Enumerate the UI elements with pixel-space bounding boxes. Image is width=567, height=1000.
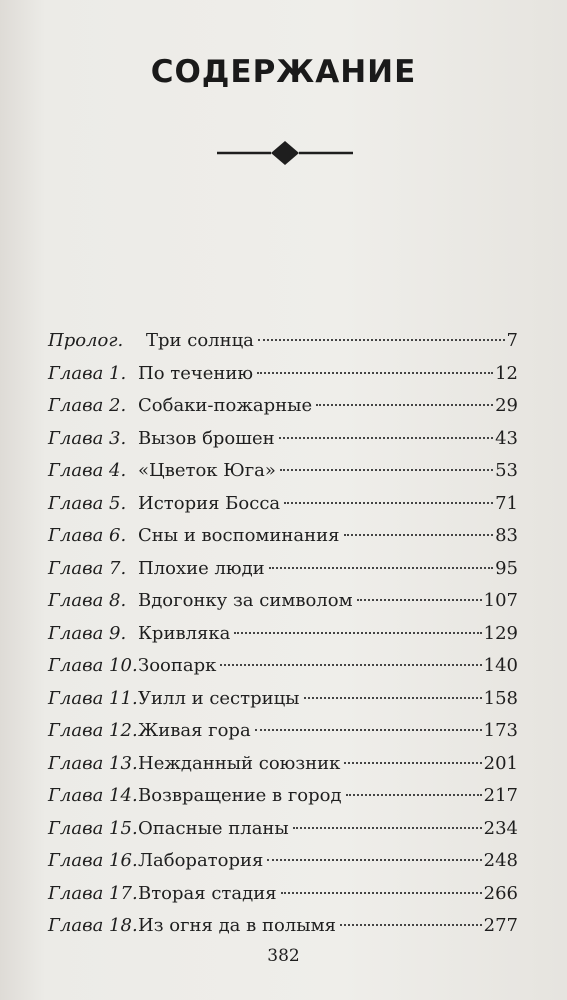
toc-entry bbox=[48, 878, 518, 911]
chapter-page-number: 277 bbox=[483, 915, 518, 936]
toc-entry bbox=[48, 358, 518, 391]
toc-entry bbox=[48, 780, 518, 813]
dot-leader bbox=[258, 339, 505, 341]
chapter-label: Глава 4. bbox=[48, 460, 127, 481]
chapter-page-number: 158 bbox=[483, 687, 518, 709]
dot-leader bbox=[346, 794, 482, 796]
page-number: 382 bbox=[267, 946, 300, 966]
toc-entry bbox=[48, 423, 518, 456]
toc-entry bbox=[48, 910, 518, 943]
dot-leader bbox=[280, 469, 493, 471]
dot-leader bbox=[316, 404, 493, 406]
chapter-title: История Босса bbox=[138, 492, 281, 514]
dot-leader bbox=[279, 437, 493, 439]
chapter-page-number: 140 bbox=[483, 655, 518, 676]
chapter-page-number: 7 bbox=[506, 330, 518, 351]
dot-leader bbox=[220, 664, 481, 666]
chapter-label: Глава 6. bbox=[48, 525, 127, 546]
chapter-label: Глава 9. bbox=[48, 622, 127, 644]
chapter-title: Плохие люди bbox=[138, 557, 265, 579]
dot-leader bbox=[284, 502, 493, 504]
chapter-page-number: 53 bbox=[495, 460, 518, 481]
dot-leader bbox=[269, 567, 493, 569]
chapter-label: Глава 12. bbox=[48, 720, 138, 741]
dot-leader bbox=[344, 534, 494, 536]
toc-entry bbox=[48, 455, 518, 488]
chapter-label: Глава 7. bbox=[48, 557, 127, 579]
chapter-title: Сны и воспоминания bbox=[138, 525, 340, 546]
dot-leader bbox=[293, 827, 482, 829]
table-of-contents bbox=[48, 325, 518, 943]
dot-leader bbox=[267, 859, 481, 861]
chapter-page-number: 173 bbox=[483, 720, 518, 741]
chapter-page-number: 43 bbox=[495, 427, 518, 449]
chapter-label: Глава 3. bbox=[48, 427, 127, 449]
dot-leader bbox=[357, 599, 482, 601]
chapter-title: Лаборатория bbox=[138, 850, 264, 871]
toc-entry bbox=[48, 585, 518, 618]
chapter-label: Глава 18. bbox=[48, 915, 138, 936]
chapter-label: Глава 5. bbox=[48, 492, 127, 514]
divider-ornament bbox=[215, 138, 355, 168]
chapter-title: Кривляка bbox=[138, 622, 231, 644]
chapter-page-number: 201 bbox=[483, 752, 518, 774]
dot-leader bbox=[255, 729, 482, 731]
chapter-title: Вторая стадия bbox=[138, 882, 277, 904]
dot-leader bbox=[257, 372, 493, 374]
chapter-page-number: 234 bbox=[483, 817, 518, 839]
toc-entry bbox=[48, 553, 518, 586]
chapter-title: Уилл и сестрицы bbox=[138, 687, 300, 709]
chapter-title: Опасные планы bbox=[138, 817, 289, 839]
chapter-page-number: 266 bbox=[483, 882, 518, 904]
chapter-title: Возвращение в город bbox=[138, 785, 342, 806]
toc-entry bbox=[48, 325, 518, 358]
dot-leader bbox=[304, 697, 482, 699]
chapter-page-number: 248 bbox=[483, 850, 518, 871]
chapter-page-number: 107 bbox=[483, 590, 518, 611]
page-title: СОДЕРЖАНИЕ bbox=[150, 54, 417, 90]
chapter-page-number: 71 bbox=[495, 492, 518, 514]
toc-entry bbox=[48, 845, 518, 878]
toc-entry bbox=[48, 390, 518, 423]
chapter-label: Глава 16. bbox=[48, 850, 138, 871]
chapter-label: Глава 10. bbox=[48, 655, 138, 676]
chapter-page-number: 129 bbox=[483, 622, 518, 644]
toc-entry bbox=[48, 650, 518, 683]
dot-leader bbox=[344, 762, 481, 764]
dot-leader bbox=[281, 892, 482, 894]
chapter-label: Глава 11. bbox=[48, 687, 138, 709]
chapter-page-number: 83 bbox=[495, 525, 518, 546]
dot-leader bbox=[340, 924, 482, 926]
toc-entry bbox=[48, 813, 518, 846]
chapter-label: Глава 14. bbox=[48, 785, 138, 806]
chapter-title: Зоопарк bbox=[138, 655, 217, 676]
chapter-title: Вдогонку за символом bbox=[138, 590, 353, 611]
chapter-label: Глава 15. bbox=[48, 817, 138, 839]
chapter-label: Глава 2. bbox=[48, 395, 127, 416]
toc-entry bbox=[48, 715, 518, 748]
chapter-page-number: 29 bbox=[495, 395, 518, 416]
chapter-label: Пролог. bbox=[48, 330, 124, 351]
chapter-title: Три солнца bbox=[146, 330, 254, 351]
chapter-label: Глава 8. bbox=[48, 590, 127, 611]
chapter-title: Нежданный союзник bbox=[138, 752, 341, 774]
dot-leader bbox=[234, 632, 481, 634]
chapter-title: Живая гора bbox=[138, 720, 251, 741]
toc-entry bbox=[48, 488, 518, 521]
chapter-page-number: 95 bbox=[495, 557, 518, 579]
chapter-title: Собаки-пожарные bbox=[138, 395, 313, 416]
toc-entry bbox=[48, 520, 518, 553]
chapter-label: Глава 13. bbox=[48, 752, 138, 774]
chapter-title: По течению bbox=[138, 362, 254, 384]
chapter-page-number: 12 bbox=[495, 362, 518, 384]
chapter-title: Из огня да в полымя bbox=[138, 915, 336, 936]
toc-entry bbox=[48, 618, 518, 651]
toc-entry bbox=[48, 683, 518, 716]
chapter-label: Глава 1. bbox=[48, 362, 127, 384]
chapter-label: Глава 17. bbox=[48, 882, 138, 904]
chapter-page-number: 217 bbox=[483, 785, 518, 806]
chapter-title: Вызов брошен bbox=[138, 427, 275, 449]
chapter-title: «Цветок Юга» bbox=[138, 460, 276, 481]
toc-entry bbox=[48, 748, 518, 781]
